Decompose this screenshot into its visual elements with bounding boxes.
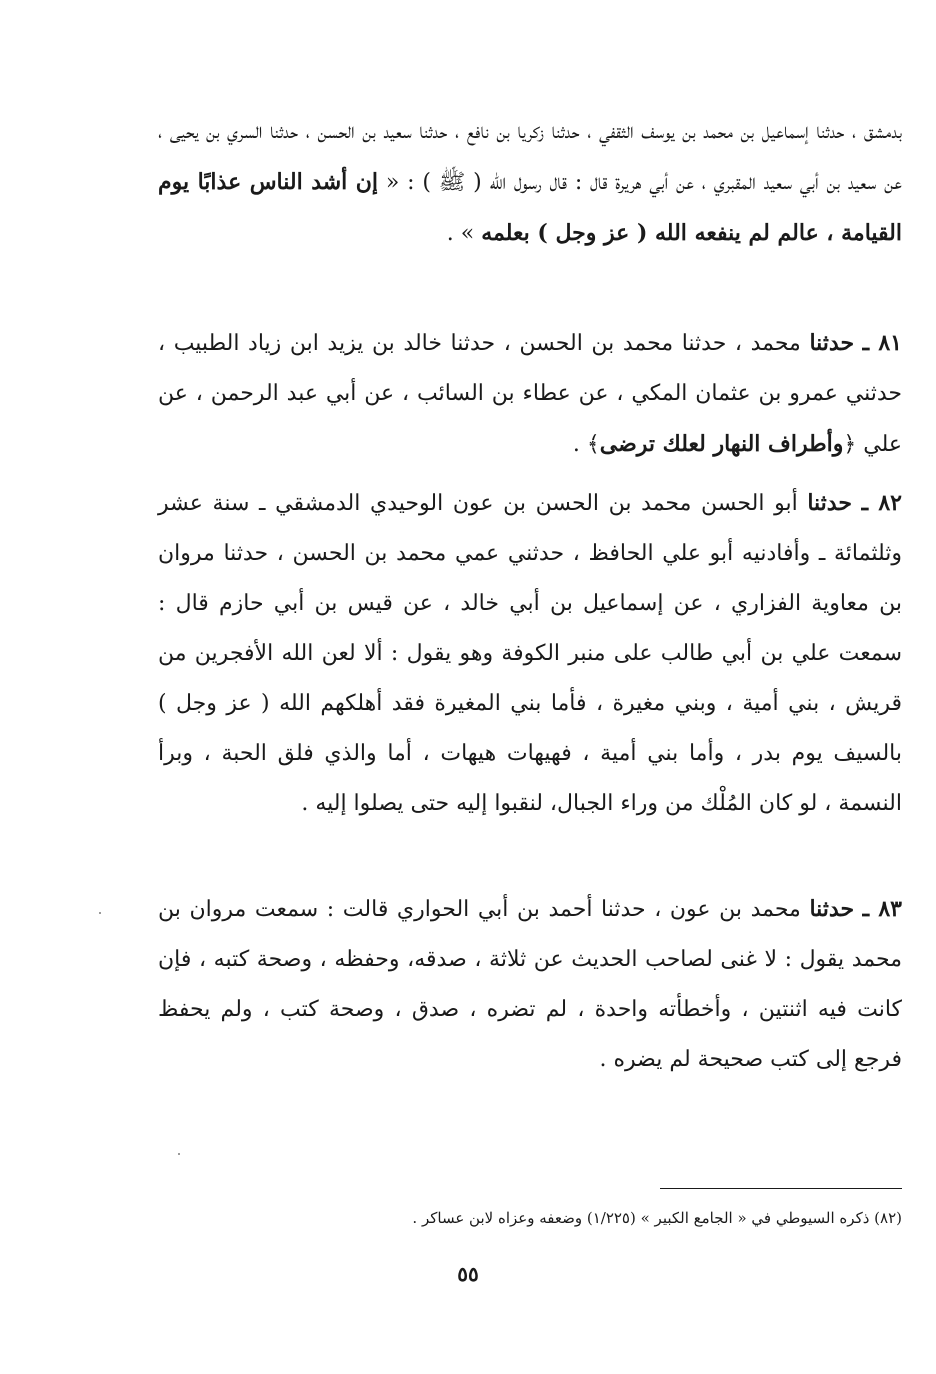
hadith-number: ٨٢ ـ	[861, 490, 902, 516]
hadith-number: ٨٣ ـ	[862, 896, 902, 922]
hadith-number: ٨١ ـ	[862, 330, 902, 356]
paragraph-body: محمد بن عون ، حدثنا أحمد بن أبي الحواري قالت : سمعت مروان بن محمد يقول : لا غنى لصاحب الحديث عن ثلاثة ، صدقه، وحفظه ، وصحة كتبه ، فإن كانت فيه اثنتين ، وأخطأته واحدة ، لم تضره ، صدق ، وصحة كتب ، ولم يحفظ فرجع إلى كتب صحيحة لم يضره .	[158, 897, 902, 1072]
hadith-83	[158, 884, 902, 1085]
hadith-label: حدثنا	[809, 330, 855, 356]
footnote-divider	[660, 1188, 902, 1189]
quote-closing: ﴾ .	[572, 432, 600, 457]
paragraph-body: بدمشق ، حدثنا إسماعيل بن محمد بن يوسف الثقفي ، حدثنا زكريا بن نافع ، حدثنا سعيد بن الحسن ، حدثنا السري بن يحيى ، عن سعيد بن أبي سعيد المقبري ، عن أبي هريرة قال : قال رسول الله ( ﷺ ) : «	[158, 119, 903, 195]
hadith-81	[158, 318, 902, 470]
quote-closing: » .	[446, 221, 475, 246]
hadith-82	[158, 478, 902, 829]
paragraph-body: محمد ، حدثنا محمد بن الحسن ، حدثنا خالد بن يزيد ابن زياد الطبيب ، حدثني عمرو بن عثمان المكي ، عن عطاء بن السائب ، عن أبي عبد الرحمن ، عن علي ﴿	[158, 331, 902, 457]
paragraph-text	[158, 478, 902, 829]
paragraph-continuation	[158, 107, 902, 259]
paragraph-text	[158, 107, 902, 259]
page-number: ٥٥	[457, 1262, 479, 1286]
paragraph-body: أبو الحسن محمد بن الحسن بن عون الوحيدي الدمشقي ـ سنة عشر وثلثمائة ـ وأفادنيه أبو علي الحافظ ، حدثني عمي محمد بن الحسن ، حدثنا مروان بن معاوية الفزاري ، عن إسماعيل بن أبي خالد ، عن قيس بن أبي حازم قال : سمعت علي بن أبي طالب على منبر الكوفة وهو يقول : ألا لعن الله الأفجرين من قريش ، بني أمية ، وبني مغيرة ، فأما بني المغيرة فقد أهلكهم الله ( عز وجل ) بالسيف يوم بدر ، وأما بني أمية ، فهيهات هيهات ، أما والذي فلق الحبة ، وبرأ النسمة ، لو كان المُلْك من وراء الجبال، لنقبوا إليه حتى يصلوا إليه .	[158, 491, 902, 816]
hadith-quote: إن أشد الناس عذابًا يوم القيامة ، عالم لم ينفعه الله ( عز وجل ) بعلمه	[158, 169, 902, 246]
hadith-label: حدثنا	[809, 896, 855, 922]
paragraph-text	[158, 884, 902, 1085]
scan-speck	[99, 912, 101, 914]
quran-quote: وأطراف النهار لعلك ترضى	[599, 431, 844, 457]
scan-speck	[178, 1153, 180, 1155]
paragraph-text	[158, 318, 902, 470]
footnote: (٨٢) ذكره السيوطي في « الجامع الكبير » (١/٢٢٥) وضعفه وعزاه لابن عساكر .	[412, 1209, 902, 1227]
hadith-label: حدثنا	[807, 490, 852, 516]
